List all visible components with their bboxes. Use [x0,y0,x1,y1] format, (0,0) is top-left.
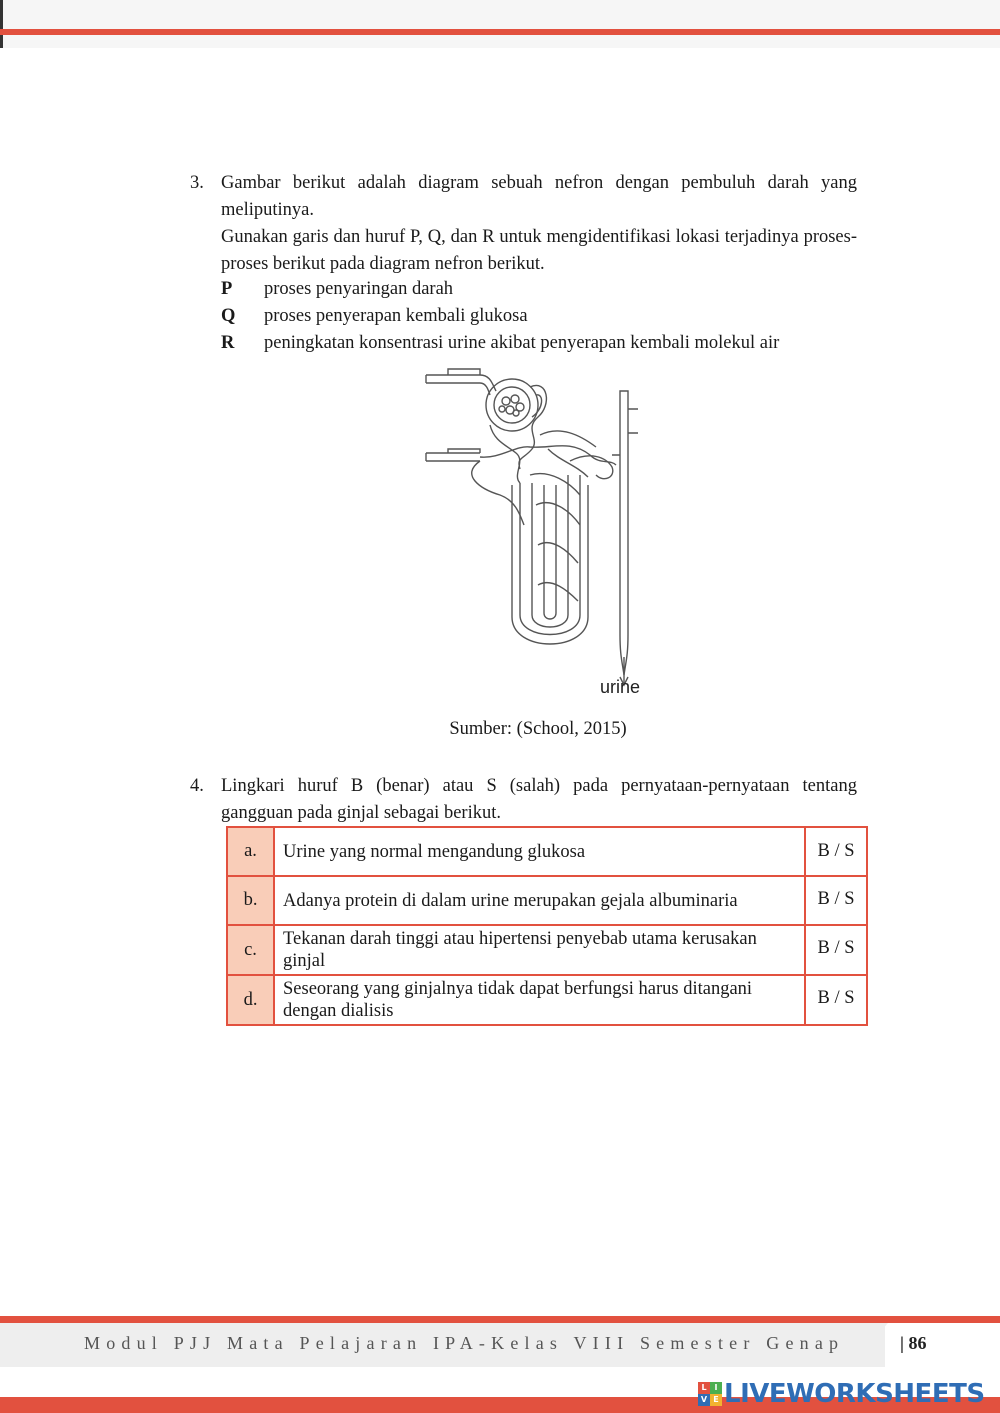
row-statement: Urine yang normal mengandung glukosa [274,827,805,876]
nephron-diagram-svg [420,365,660,705]
nephron-diagram [420,365,660,705]
question-4-text: Lingkari huruf B (benar) atau S (salah) pada pernyataan-pernyataan tentang gangguan pada ginjal sebagai berikut. [221,776,857,823]
table-row [227,975,867,1025]
table-row [227,925,867,975]
urine-label: urine [600,677,641,697]
legend-key: P [221,279,233,299]
answer-choice[interactable]: B / S [805,925,867,975]
footer-slant [848,1323,888,1367]
afferent-vessel [426,375,480,383]
table-row [227,876,867,925]
row-statement: Seseorang yang ginjalnya tidak dapat berfungsi harus ditangani dengan dialisis [274,975,805,1025]
row-letter: a. [227,827,274,876]
efferent-vessel [426,453,480,461]
row-letter: d. [227,975,274,1025]
bowmans-capsule [494,387,530,423]
legend-key: R [221,333,235,353]
answer-choice[interactable]: B / S [805,827,867,876]
legend-text: proses penyaringan darah [264,279,454,299]
answer-choice[interactable]: B / S [805,975,867,1025]
question-4-number: 4. [190,776,204,796]
liveworksheets-logo-icon: L I V E [698,1382,722,1406]
question-3-text-1: Gambar berikut adalah diagram sebuah nefron dengan pembuluh darah yang meliputinya. [221,173,857,220]
row-letter: b. [227,876,274,925]
legend-key: Q [221,306,236,326]
collecting-duct [620,395,628,635]
figure-caption: Sumber: (School, 2015) [449,719,627,739]
header-red-line [0,29,1000,35]
question-3-number: 3. [190,173,204,193]
page-number: | 86 [900,1333,927,1353]
proximal-tubule [519,385,546,469]
legend-text: proses penyerapan kembali glukosa [264,306,528,326]
liveworksheets-logo-text: LIVEWORKSHEETS [724,1379,985,1409]
true-false-table [226,826,868,1026]
table-row [227,827,867,876]
vessel-cap-top [448,369,480,375]
row-statement: Tekanan darah tinggi atau hipertensi penyebab utama kerusakan ginjal [274,925,805,975]
footer-red-line [0,1316,1000,1323]
question-3-text-2: Gunakan garis dan huruf P, Q, dan R untuk mengidentifikasi lokasi terjadinya proses-proses berikut pada diagram nefron berikut. [221,227,857,274]
answer-choice[interactable]: B / S [805,876,867,925]
legend-text: peningkatan konsentrasi urine akibat penyerapan kembali molekul air [264,333,780,353]
footer-module-title: Modul PJJ Mata Pelajaran IPA-Kelas VIII Semester Genap [84,1333,845,1353]
header-band [0,0,1000,48]
row-statement: Adanya protein di dalam urine merupakan gejala albuminaria [274,876,805,925]
header-left-mark [0,0,3,48]
row-letter: c. [227,925,274,975]
liveworksheets-logo[interactable] [698,1379,985,1409]
